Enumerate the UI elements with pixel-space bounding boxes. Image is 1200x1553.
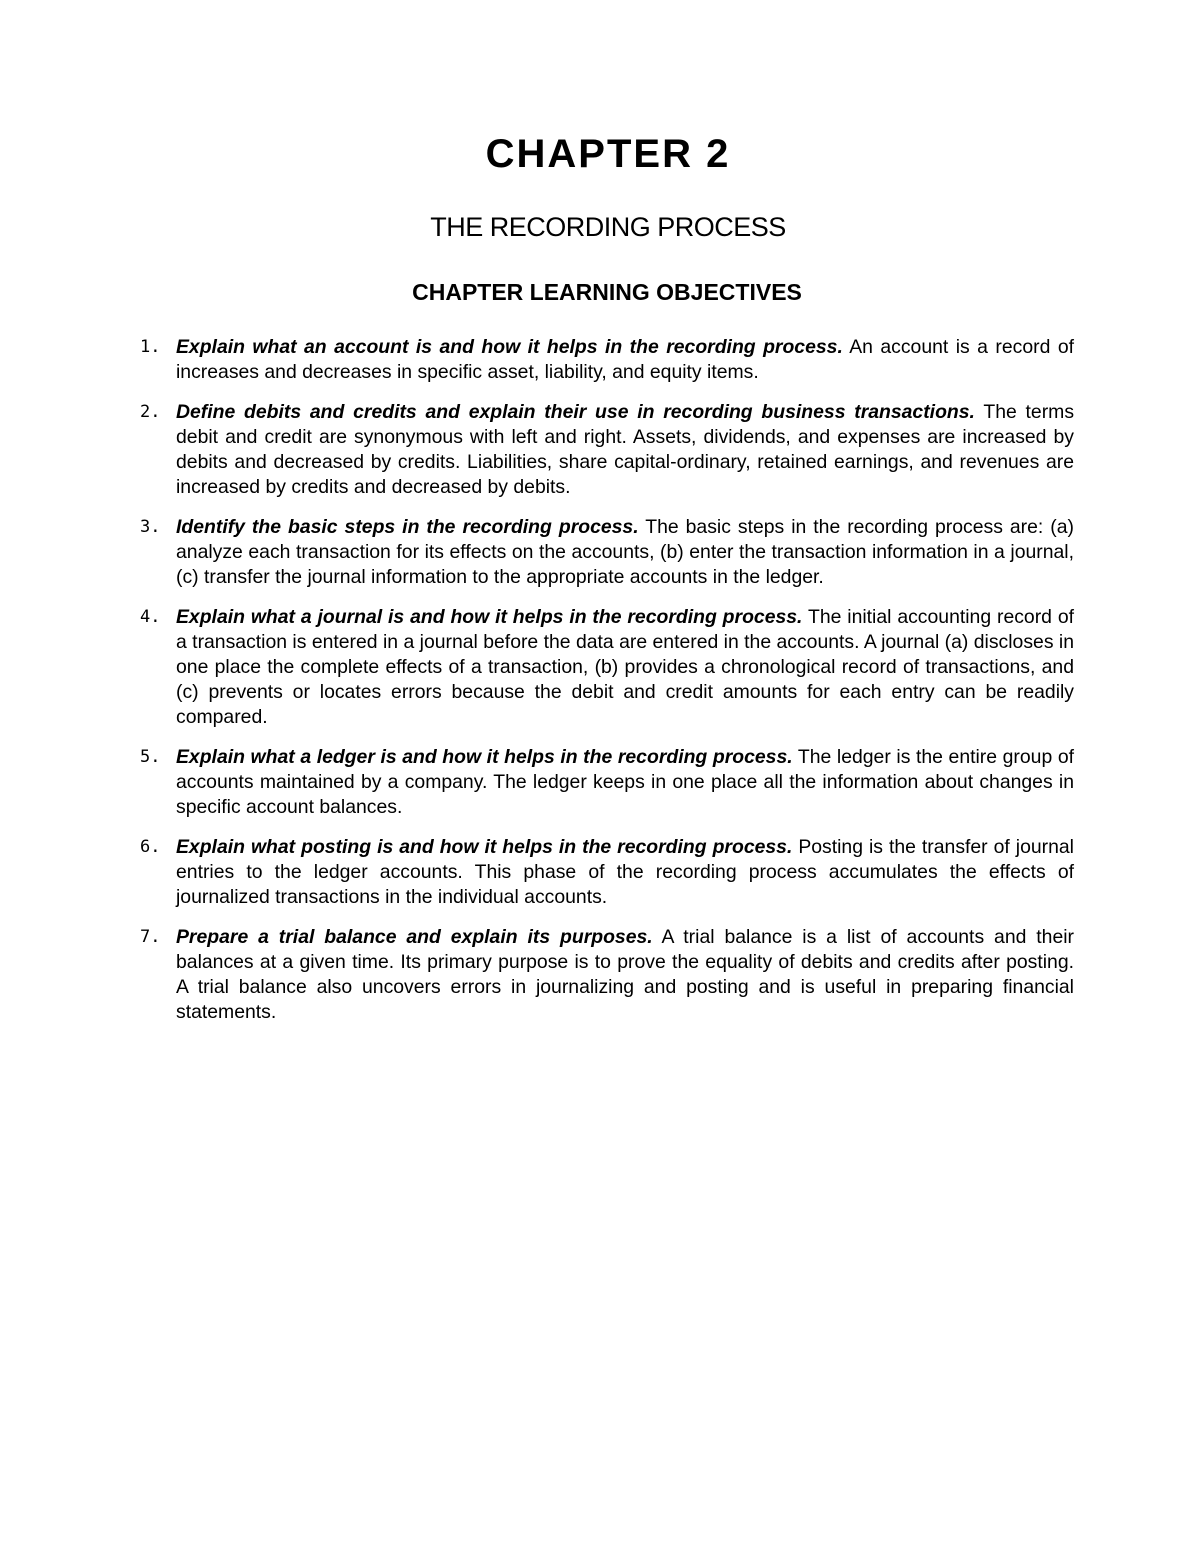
objective-number: 2. — [140, 402, 161, 422]
objective-body: Posting is the transfer of journal entries to the ledger accounts. This phase of the recording process accumulates the effects of journalized transactions in the individual accounts. — [176, 836, 1074, 908]
objective-body: An account is a record of increases and decreases in specific asset, liability, and equity items. — [176, 336, 1074, 383]
objective-item — [140, 925, 1074, 1025]
objective-item — [140, 515, 1074, 590]
objective-item — [140, 400, 1074, 500]
objective-body: The basic steps in the recording process are: (a) analyze each transaction for its effects on the accounts, (b) enter the transaction information in a journal, (c) transfer the journal information to the appropriate accounts in the ledger. — [176, 516, 1074, 588]
objective-number: 5. — [140, 747, 161, 767]
learning-objectives-heading: CHAPTER LEARNING OBJECTIVES — [412, 279, 802, 305]
objective-item — [140, 745, 1074, 820]
objective-item — [140, 335, 1074, 385]
objective-body: The initial accounting record of a transaction is entered in a journal before the data are entered in the accounts. A journal (a) discloses in one place the complete effects of a transaction, (b) provides a chronological record of transactions, and (c) prevents or locates errors because the debit and credit amounts for each entry can be readily compared. — [176, 606, 1074, 728]
objective-body: The ledger is the entire group of accounts maintained by a company. The ledger keeps in one place all the information about changes in specific account balances. — [176, 746, 1074, 818]
chapter-title: CHAPTER 2 — [485, 132, 731, 176]
objective-lead: Explain what a journal is and how it helps in the recording process. — [176, 606, 803, 628]
objective-lead: Identify the basic steps in the recording process. — [176, 516, 639, 538]
objective-body: The terms debit and credit are synonymous with left and right. Assets, dividends, and expenses are increased by debits and decreased by credits. Liabilities, share capital-ordinary, retained earnings, and revenues are increased by credits and decreased by debits. — [176, 401, 1075, 498]
objective-number: 1. — [140, 337, 161, 357]
objective-number: 3. — [140, 517, 161, 537]
objective-lead: Explain what a ledger is and how it helps in the recording process. — [176, 746, 793, 768]
objective-lead: Explain what an account is and how it helps in the recording process. — [176, 336, 843, 358]
objective-item — [140, 835, 1074, 910]
objective-number: 6. — [140, 837, 161, 857]
objective-number: 4. — [140, 607, 161, 627]
learning-objectives-list — [140, 335, 1074, 1040]
objective-body: A trial balance is a list of accounts and their balances at a given time. Its primary purpose is to prove the equality of debits and credits after posting. A trial balance also uncovers errors in journalizing and posting and is useful in preparing financial statements. — [176, 926, 1075, 1023]
objective-item — [140, 605, 1074, 730]
objective-number: 7. — [140, 927, 161, 947]
chapter-subtitle: THE RECORDING PROCESS — [430, 212, 786, 242]
objective-lead: Explain what posting is and how it helps in the recording process. — [176, 836, 793, 858]
objective-lead: Prepare a trial balance and explain its purposes. — [176, 926, 653, 948]
objective-lead: Define debits and credits and explain their use in recording business transactions. — [176, 401, 975, 423]
